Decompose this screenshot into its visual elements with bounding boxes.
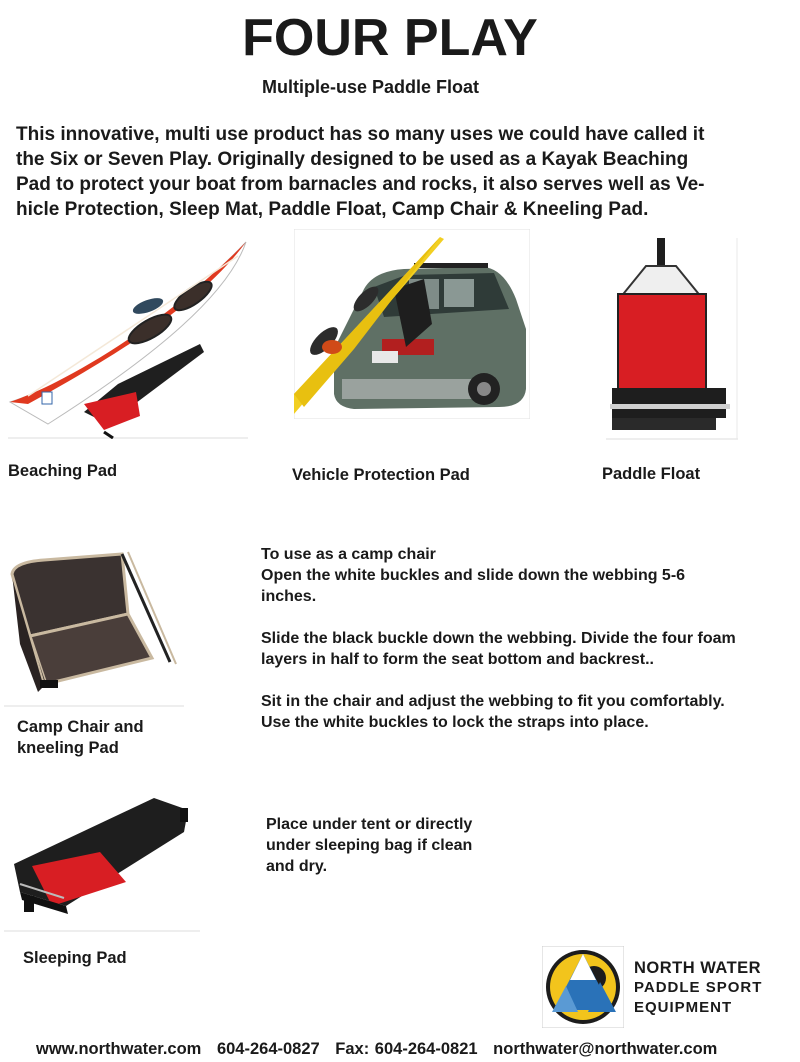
instructions-line: layers in half to form the seat bottom and backrest.. [261,651,654,668]
intro-line: the Six or Seven Play. Originally designed to be used as a Kayak Beaching [16,149,689,170]
camp-chair-caption-line: Camp Chair and [17,718,144,736]
intro-paragraph [16,122,776,222]
brand-line: NORTH WATER [634,959,762,977]
instructions-line: Use the white buckles to lock the straps into place. [261,714,649,731]
email-link[interactable]: northwater@northwater.com [493,1040,718,1058]
beaching-pad-photo [8,234,248,439]
instructions-line: Open the white buckles and slide down the webbing 5-6 [261,567,686,584]
phone-number: 604-264-0827 [216,1040,320,1058]
page-subtitle: Multiple-use Paddle Float [262,77,480,97]
camp-chair-caption-line: kneeling Pad [17,739,119,757]
camp-chair-photo [4,544,184,707]
camp-chair-caption [17,717,144,759]
intro-line: Pad to protect your boat from barnacles and rocks, it also serves well as Ve- [16,174,705,195]
page-title: FOUR PLAY [242,9,538,67]
fax-number: Fax: 604-264-0821 [335,1040,478,1058]
instructions-line: Slide the black buckle down the webbing. Divide the four foam [261,630,736,647]
camp-chair-instructions [261,544,791,733]
brand-line: PADDLE SPORT [634,979,763,996]
brand-name [634,958,762,1018]
beaching-pad-caption: Beaching Pad [8,462,118,480]
sleeping-pad-photo [4,796,200,932]
instructions-line: inches. [261,588,317,605]
paddle-float-caption: Paddle Float [602,465,701,483]
instructions-heading: To use as a camp chair [261,546,436,563]
sleeping-pad-instructions [266,814,526,877]
instructions-line: Sit in the chair and adjust the webbing to fit you comfortably. [261,693,725,710]
instructions-line: under sleeping bag if clean [266,837,473,854]
vehicle-protection-caption: Vehicle Protection Pad [292,466,470,484]
intro-line: hicle Protection, Sleep Mat, Paddle Float, Camp Chair & Kneeling Pad. [16,199,649,220]
vehicle-protection-photo [294,229,530,419]
paddle-float-photo [606,238,738,440]
footer-contact [36,1040,727,1059]
intro-line: This innovative, multi use product has so many uses we could have called it [16,124,705,145]
instructions-line: Place under tent or directly [266,816,473,833]
instructions-line: and dry. [266,858,328,875]
north-water-logo [542,946,624,1028]
sleeping-pad-caption: Sleeping Pad [23,949,127,967]
website-link[interactable]: www.northwater.com [36,1040,202,1058]
brand-line: EQUIPMENT [634,999,733,1016]
